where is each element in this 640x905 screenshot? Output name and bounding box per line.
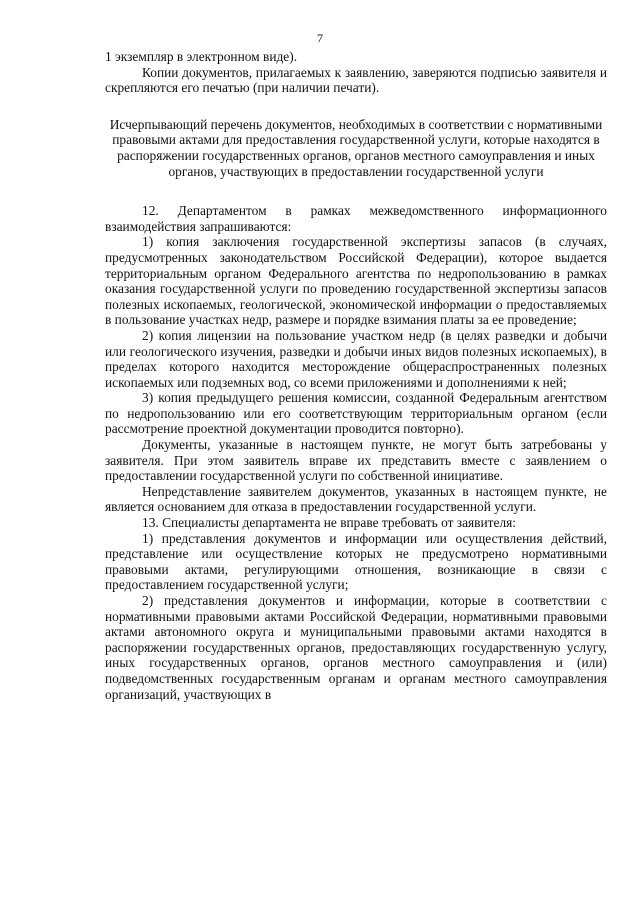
paragraph-continuation: 1 экземпляр в электронном виде). (105, 49, 298, 64)
paragraph-copies-certification: Копии документов, прилагаемых к заявлению, заверяются подписью заявителя и скрепляются его печатью (при наличии печати). (105, 64, 607, 96)
paragraph-item-13: 13. Специалисты департамента не вправе требовать от заявителя: (142, 515, 517, 531)
paragraph-13-sub-2: 2) представления документов и информации, которые в соответствии с нормативными правовыми актами Российской Федерации, нормативными правовыми актами автономного округа и муниципальными правовыми актами находятся в распоряжении государственных органов, предоставляющих государственную услугу, иных государственных органов, органов местного самоуправления и (или) подведомственных государственным органам и органам местного самоуправления организаций, участвующих в (105, 593, 607, 702)
paragraph-item-12: 12. Департаментом в рамках межведомственного информационного взаимодействия запрашиваются: (105, 203, 607, 234)
page-number: 7 (317, 31, 323, 45)
paragraph-12-sub-3: 3) копия предыдущего решения комиссии, созданной Федеральным агентством по недропользованию или его соответствующим территориальным органом (если рассмотрение проектной документации проводится повторно). (105, 390, 607, 437)
paragraph-12-sub-2: 2) копия лицензии на пользование участком недр (в целях разведки и добычи или геологического изучения, разведки и добычи иных видов полезных ископаемых), в пределах которого находится месторождение общераспространенных полезных ископаемых или подземных вод, со всеми приложениями и дополнениями к ней; (105, 327, 607, 390)
paragraph-13-sub-1: 1) представления документов и информации или осуществления действий, представление или осуществление которых не предусмотрено нормативными правовыми актами, регулирующими отношения, возникающие в связи с предоставлением государственной услуги; (105, 530, 607, 593)
paragraph-non-submission: Непредставление заявителем документов, указанных в настоящем пункте, не является основанием для отказа в предоставлении государственной услуги. (105, 483, 607, 515)
paragraph-12-sub-1: 1) копия заключения государственной экспертизы запасов (в случаях, предусмотренных законодательством Российской Федерации), которое выдается территориальным органом Федерального агентства по недропользованию в рамках оказания государственной услуги по проведению государственной экспертизы запасов полезных ископаемых, геологической, экономической информации о предоставляемых в пользование участках недр, размере и порядке взимания платы за ее проведение; (105, 234, 607, 328)
section-heading: Исчерпывающий перечень документов, необходимых в соответствии с нормативными правовыми актами для предоставления государственной услуги, которые находятся в распоряжении государственных органов, органов местного самоуправления и иных органов, участвующих в предоставлении государственной услуги (109, 116, 603, 179)
document-body (105, 49, 607, 702)
paragraph-documents-not-required: Документы, указанные в настоящем пункте, не могут быть затребованы у заявителя. При этом заявитель вправе их представить вместе с заявлением о предоставлении государственной услуги по собственной инициативе. (105, 437, 607, 484)
